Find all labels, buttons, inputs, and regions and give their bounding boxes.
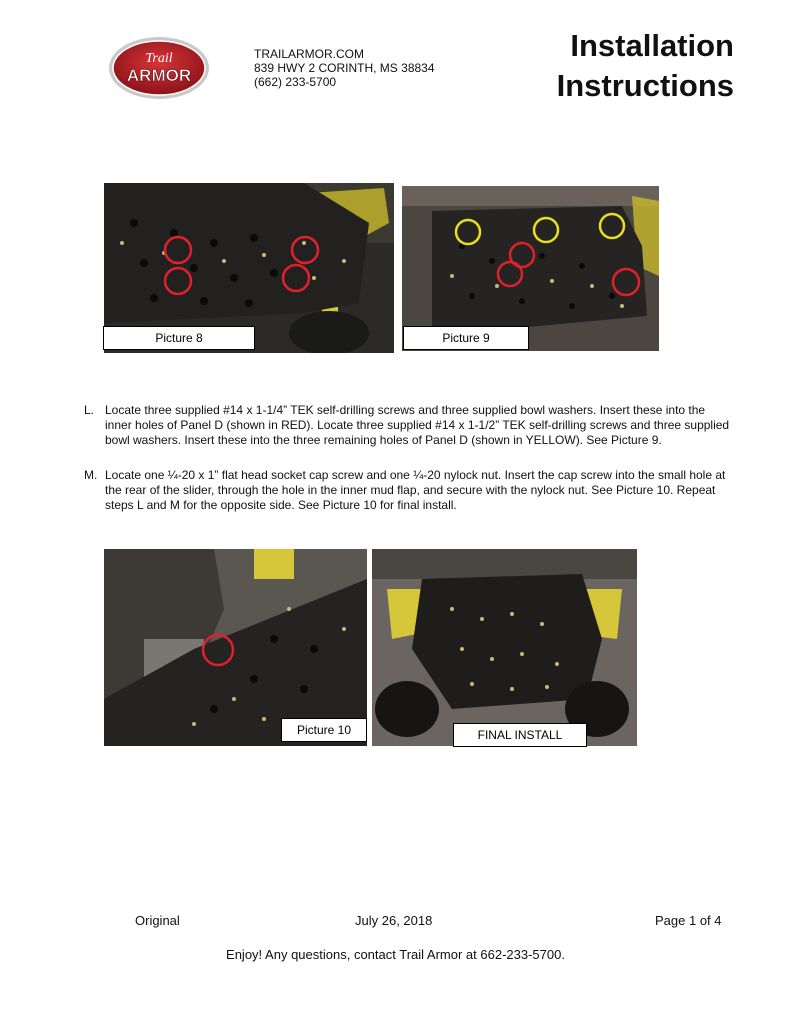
footer-page-number: Page 1 of 4 [655, 913, 722, 928]
picture-10-caption: Picture 10 [281, 718, 367, 742]
final-install-photo [372, 549, 637, 746]
trail-armor-logo [108, 36, 210, 100]
page-title [500, 26, 734, 106]
step-text: Locate three supplied #14 x 1-1/4” TEK self-drilling screws and three supplied bowl washers. Insert these into the inner holes of Panel D (shown in RED). Locate three supplied #14 x 1-1/2” TEK self-drilling screws and three supplied bowl washers. Insert these into the three remaining holes of Panel D (shown in YELLOW). See Picture 9. [105, 403, 730, 447]
logo-text-armor: ARMOR [126, 66, 192, 85]
logo-text-trail: Trail [145, 51, 173, 66]
address-text: 839 HWY 2 CORINTH, MS 38834 [254, 61, 435, 75]
footer-note: Enjoy! Any questions, contact Trail Armor at 662-233-5700. [226, 947, 565, 962]
phone-text: (662) 233-5700 [254, 75, 337, 89]
picture-9-caption: Picture 9 [403, 326, 529, 350]
title-line-1: Installation [570, 28, 734, 63]
picture-10-photo [104, 549, 367, 746]
footer-date: July 26, 2018 [355, 913, 433, 928]
final-install-caption: FINAL INSTALL [453, 723, 587, 747]
footer-left: Original [135, 913, 180, 928]
step-letter: M. [84, 468, 98, 482]
step-letter: L. [84, 403, 95, 417]
title-line-2: Instructions [556, 68, 734, 103]
step-text: Locate one ¼-20 x 1” flat head socket cap screw and one ¼-20 nylock nut. Insert the cap screw into the small hole at the rear of the slider, through the hole in the inner mud flap, and secure with the nylock nut. See Picture 10. Repeat steps L and M for the opposite side. See Picture 10 for final install. [105, 468, 726, 512]
picture-8-caption: Picture 8 [103, 326, 255, 350]
website-text: TRAILARMOR.COM [254, 47, 365, 61]
contact-block [254, 47, 435, 89]
